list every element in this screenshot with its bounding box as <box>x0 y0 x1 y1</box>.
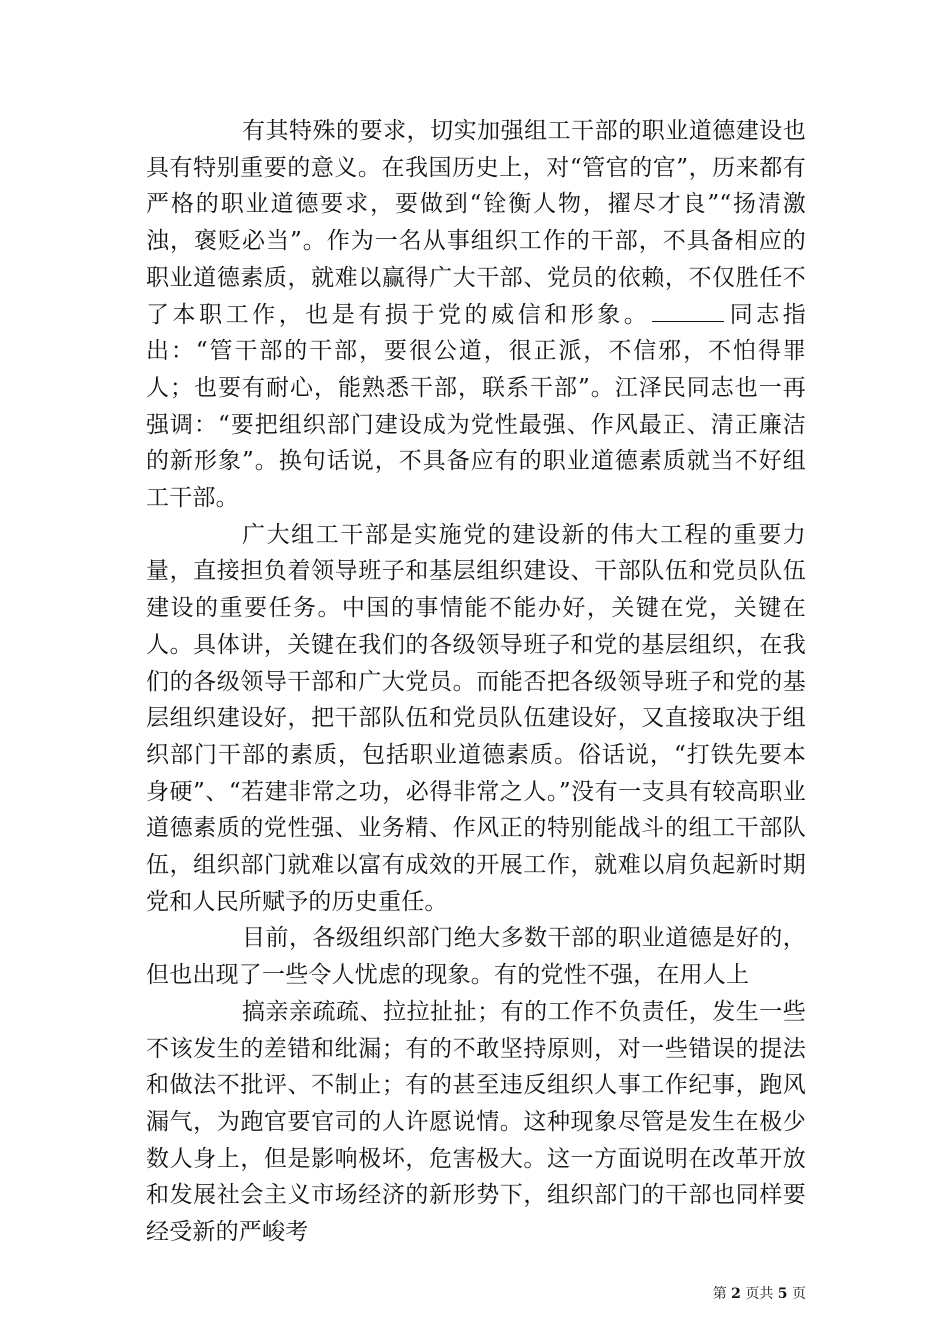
footer-suffix: 页 <box>792 1286 806 1302</box>
paragraph-1-part-1: 有其特殊的要求，切实加强组工干部的职业道德建设也具有特别重要的意义。在我国历史上，对“管官的官”，历来都有严格的职业道德要求，要做到“铨衡人物，擢尽才良”“扬清激浊，褒贬必当”。作为一名从事组织工作的干部，不具备相应的职业道德素质，就难以赢得广大干部、党员的依赖，不仅胜任不了本职工作，也是有损于党的威信和形象。 <box>146 118 806 328</box>
paragraph-1 <box>146 113 806 517</box>
paragraph-4: 搞亲亲疏疏、拉拉扯扯；有的工作不负责任，发生一些不该发生的差错和纰漏；有的不敢坚持原则，对一些错误的提法和做法不批评、不制止；有的甚至违反组织人事工作纪事，跑风漏气，为跑官要官司的人许愿说情。这种现象尽管是发生在极少数人身上，但是影响极坏，危害极大。这一方面说明在改革开放和发展社会主义市场经济的新形势下，组织部门的干部也同样要经受新的严峻考 <box>146 998 806 1246</box>
footer-prefix: 第 <box>712 1286 727 1302</box>
paragraph-3: 目前，各级组织部门绝大多数干部的职业道德是好的，但也出现了一些令人忧虑的现象。有的党性不强，在用人上 <box>146 925 806 989</box>
blank-underline <box>652 320 724 322</box>
footer-total-pages: 5 <box>777 1286 788 1302</box>
paragraph-1-part-2: 同志指出：“管干部的干部，要很公道，很正派，不信邪，不怕得罪人；也要有耐心，能熟悉干部，联系干部”。江泽民同志也一再强调：“要把组织部门建设成为党性最强、作风最正、清正廉洁的新形象”。换句话说，不具备应有的职业道德素质就当不好组工干部。 <box>146 301 806 512</box>
footer-current-page: 2 <box>731 1286 741 1302</box>
body-text <box>146 113 806 1251</box>
paragraph-2: 广大组工干部是实施党的建设新的伟大工程的重要力量，直接担负着领导班子和基层组织建设、干部队伍和党员队伍建设的重要任务。中国的事情能不能办好，关键在党，关键在人。具体讲，关键在我们的各级领导班子和党的基层组织，在我们的各级领导干部和广大党员。而能否把各级领导班子和党的基层组织建设好，把干部队伍和党员队伍建设好，又直接取决于组织部门干部的素质，包括职业道德素质。俗话说，“打铁先要本身硬”、“若建非常之功，必得非常之人。”没有一支具有较高职业道德素质的党性强、业务精、作风正的特别能战斗的组工干部队伍，组织部门就难以富有成效的开展工作，就难以肩负起新时期党和人民所赋予的历史重任。 <box>146 521 806 915</box>
page-footer <box>713 1283 806 1303</box>
footer-middle: 页共 <box>745 1286 774 1302</box>
